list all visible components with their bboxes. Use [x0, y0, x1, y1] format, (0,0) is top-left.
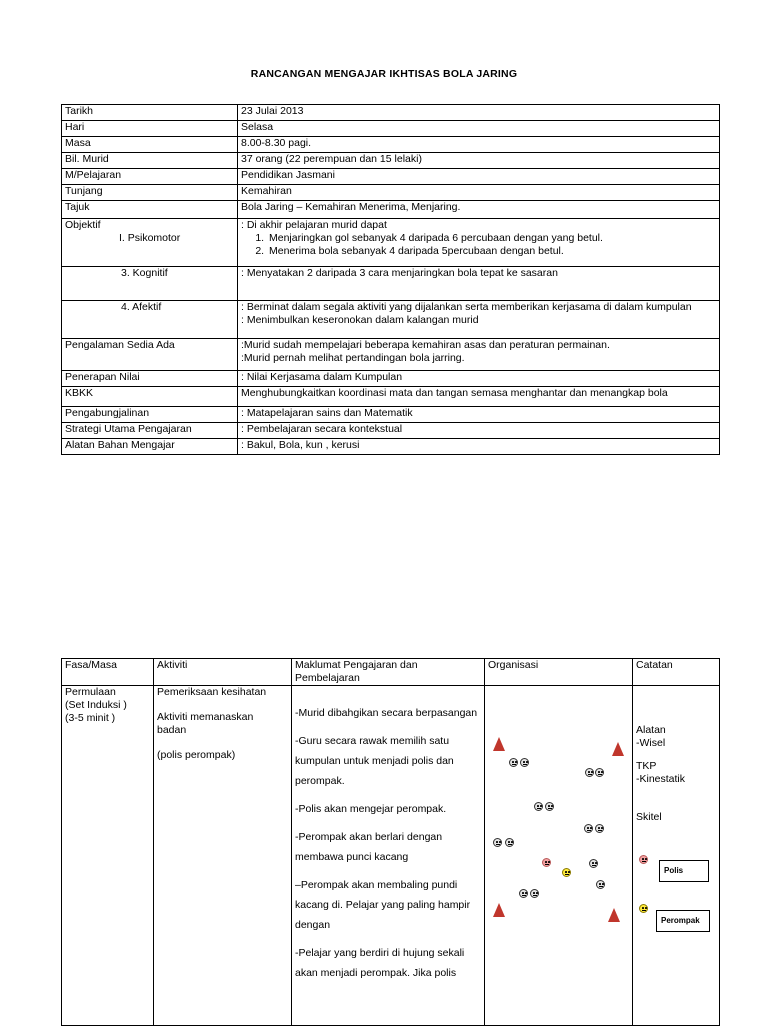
value-tajuk: Bola Jaring – Kemahiran Menerima, Menjaring. — [238, 201, 720, 219]
header-aktiviti: Aktiviti — [154, 659, 292, 686]
catatan-skitel: Skitel — [636, 811, 662, 823]
row-pengalaman — [62, 339, 720, 371]
label-nilai: Penerapan Nilai — [62, 371, 238, 387]
afektif-label: 4. Afektif — [121, 301, 162, 313]
value-pengalaman — [238, 339, 720, 371]
student-face-icon — [596, 880, 605, 889]
maklumat-paragraph: -Guru secara rawak memilih satu kumpulan untuk menjadi polis dan perompak. — [295, 735, 454, 787]
psikomotor-item: 2. Menerima bola sebanyak 4 daripada 5percubaan dengan betul. — [267, 245, 719, 258]
row-objektif — [62, 219, 720, 267]
maklumat-paragraph: -Perompak akan berlari dengan membawa punci kacang — [295, 831, 443, 863]
student-face-icon — [519, 889, 528, 898]
label-objektif — [62, 219, 238, 267]
cone-icon — [612, 742, 624, 756]
row-gabung — [62, 407, 720, 423]
maklumat-paragraph: -Polis akan mengejar perompak. — [295, 803, 447, 815]
header-maklumat: Maklumat Pengajaran dan Pembelajaran — [292, 659, 485, 686]
student-face-icon — [534, 802, 543, 811]
label-tarikh: Tarikh — [62, 105, 238, 121]
label-tunjang: Tunjang — [62, 185, 238, 201]
maklumat-paragraph: –Perompak akan membaling pundi kacang di. Pelajar yang paling hampir dengan — [295, 879, 471, 931]
value-masa: 8.00-8.30 pagi. — [238, 137, 720, 153]
aktiviti-line: (polis perompak) — [157, 749, 236, 761]
value-tunjang: Kemahiran — [238, 185, 720, 201]
psikomotor-item: 1. Menjaringkan gol sebanyak 4 daripada 6 percubaan dengan yang betul. — [267, 232, 719, 245]
maklumat-paragraph: -Pelajar yang berdiri di hujung sekali akan menjadi perompak. Jika polis — [295, 947, 465, 979]
row-tajuk — [62, 201, 720, 219]
cone-icon — [608, 908, 620, 922]
afektif-line: : Menimbulkan keseronokan dalam kalangan murid — [241, 314, 479, 326]
value-nilai: : Nilai Kerjasama dalam Kumpulan — [238, 371, 720, 387]
maklumat-cell — [292, 686, 485, 1026]
fasa-cell — [62, 686, 154, 1026]
student-face-icon — [530, 889, 539, 898]
psikomotor-list — [241, 232, 719, 258]
catatan-tkp: TKP — [636, 760, 657, 772]
row-nilai — [62, 371, 720, 387]
perompak-legend: Perompak — [656, 910, 710, 932]
header-organisasi: Organisasi — [485, 659, 633, 686]
student-face-icon — [509, 758, 518, 767]
value-tarikh: 23 Julai 2013 — [238, 105, 720, 121]
aktiviti-line: Pemeriksaan kesihatan — [157, 686, 267, 698]
label-tajuk: Tajuk — [62, 201, 238, 219]
fasa-line: Permulaan — [65, 686, 116, 698]
header-catatan: Catatan — [633, 659, 720, 686]
label-gabung: Pengabungjalinan — [62, 407, 238, 423]
plan-row-permulaan — [62, 686, 720, 1026]
row-alatan — [62, 439, 720, 455]
perompak-face-icon — [639, 904, 648, 913]
value-gabung: : Matapelajaran sains dan Matematik — [238, 407, 720, 423]
catatan-wisel: -Wisel — [636, 736, 666, 749]
row-tarikh — [62, 105, 720, 121]
aktiviti-cell — [154, 686, 292, 1026]
student-face-icon — [493, 838, 502, 847]
cone-icon — [493, 737, 505, 751]
value-objektif — [238, 219, 720, 267]
row-afektif — [62, 301, 720, 339]
organisasi-cell — [485, 686, 633, 1026]
kognitif-label: 3. Kognitif — [121, 267, 168, 279]
polis-face-icon — [542, 858, 551, 867]
row-tunjang — [62, 185, 720, 201]
psikomotor-label: I. Psikomotor — [119, 232, 181, 244]
row-kognitif — [62, 267, 720, 301]
value-hari: Selasa — [238, 121, 720, 137]
lesson-info-table — [61, 104, 720, 455]
value-afektif — [238, 301, 720, 339]
catatan-kinestatik: -Kinestatik — [636, 772, 686, 785]
afektif-line: : Berminat dalam segala aktiviti yang dijalankan serta memberikan kerjasama di dalam kumpulan — [241, 301, 692, 313]
polis-perompak-diagram — [488, 686, 632, 1016]
row-masa — [62, 137, 720, 153]
objektif-label: Objektif — [65, 219, 101, 231]
label-mpelajaran: M/Pelajaran — [62, 169, 238, 185]
label-alatan: Alatan Bahan Mengajar — [62, 439, 238, 455]
polis-face-icon — [639, 855, 648, 864]
value-strategi: : Pembelajaran secara kontekstual — [238, 423, 720, 439]
student-face-icon — [595, 824, 604, 833]
objektif-intro: : Di akhir pelajaran murid dapat — [241, 219, 387, 231]
aktiviti-line: Aktiviti memanaskan badan — [157, 711, 254, 736]
header-fasa: Fasa/Masa — [62, 659, 154, 686]
catatan-alatan: Alatan — [636, 724, 666, 736]
row-hari — [62, 121, 720, 137]
row-kbkk — [62, 387, 720, 407]
student-face-icon — [585, 768, 594, 777]
catatan-cell — [633, 686, 720, 1026]
label-pengalaman: Pengalaman Sedia Ada — [62, 339, 238, 371]
student-face-icon — [505, 838, 514, 847]
label-kbkk: KBKK — [62, 387, 238, 407]
fasa-line: (3-5 minit ) — [65, 712, 116, 724]
cone-icon — [493, 903, 505, 917]
student-face-icon — [595, 768, 604, 777]
label-bil-murid: Bil. Murid — [62, 153, 238, 169]
value-mpelajaran: Pendidikan Jasmani — [238, 169, 720, 185]
polis-legend: Polis — [659, 860, 709, 882]
plan-header-row — [62, 659, 720, 686]
fasa-line: (Set Induksi ) — [65, 699, 127, 711]
value-kbkk: Menghubungkaitkan koordinasi mata dan tangan semasa menghantar dan menangkap bola — [238, 387, 720, 407]
document-title: RANCANGAN MENGAJAR IKHTISAS BOLA JARING — [250, 68, 518, 80]
student-face-icon — [545, 802, 554, 811]
label-masa: Masa — [62, 137, 238, 153]
row-bil-murid — [62, 153, 720, 169]
student-face-icon — [584, 824, 593, 833]
value-kognitif: : Menyatakan 2 daripada 3 cara menjaringkan bola tepat ke sasaran — [238, 267, 720, 301]
perompak-face-icon — [562, 868, 571, 877]
student-face-icon — [520, 758, 529, 767]
lesson-plan-table — [61, 658, 720, 1026]
value-alatan: : Bakul, Bola, kun , kerusi — [238, 439, 720, 455]
maklumat-paragraph: -Murid dibahgikan secara berpasangan — [295, 707, 478, 719]
pengalaman-line: :Murid sudah mempelajari beberapa kemahiran asas dan peraturan permainan. — [241, 339, 610, 351]
pengalaman-line: :Murid pernah melihat pertandingan bola jarring. — [241, 352, 465, 364]
row-mpelajaran — [62, 169, 720, 185]
value-bil-murid: 37 orang (22 perempuan dan 15 lelaki) — [238, 153, 720, 169]
label-strategi: Strategi Utama Pengajaran — [62, 423, 238, 439]
student-face-icon — [589, 859, 598, 868]
label-hari: Hari — [62, 121, 238, 137]
row-strategi — [62, 423, 720, 439]
